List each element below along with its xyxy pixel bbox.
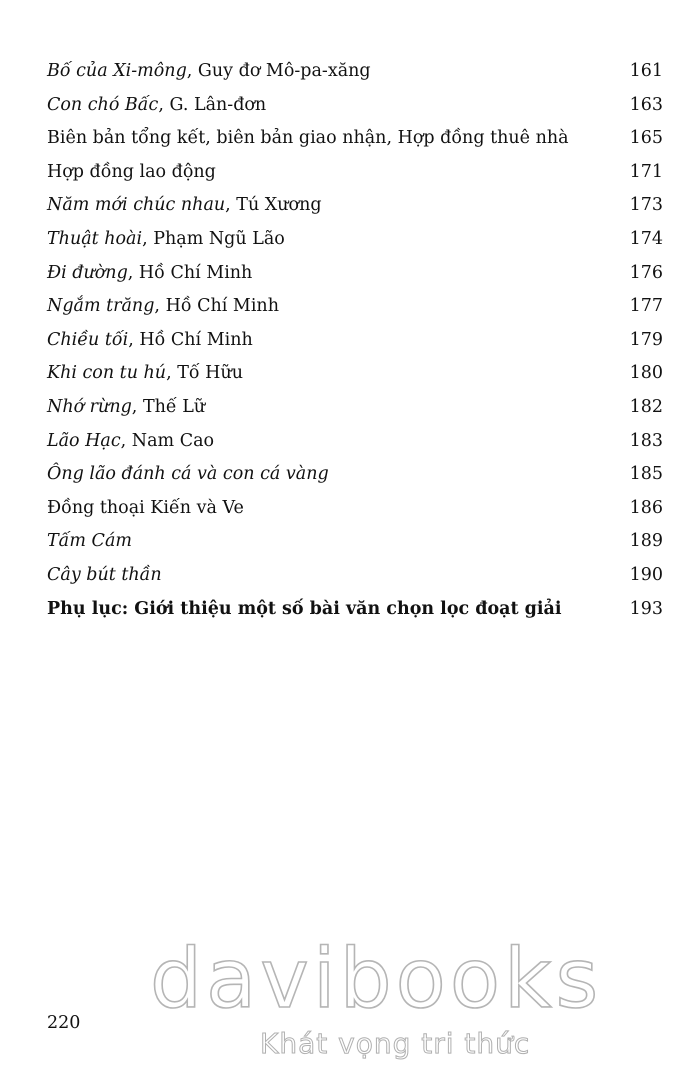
toc-entry-page: 165 <box>629 128 663 149</box>
watermark-brand: davibooks <box>150 932 603 1027</box>
toc-entry <box>47 595 663 629</box>
toc-entry <box>47 225 663 259</box>
watermark-slogan: Khát vọng tri thức <box>260 1027 531 1060</box>
toc-entry-title <box>47 527 132 555</box>
toc-entry-author: Tố Hữu <box>177 363 243 384</box>
toc-entry <box>47 460 663 494</box>
toc-entry-work: Nhớ rừng <box>47 396 132 417</box>
toc-entry-author: Đồng thoại Kiến và Ve <box>47 497 244 518</box>
toc-entry-author: Guy đơ Mô-pa-xăng <box>197 61 371 81</box>
toc-entry <box>47 494 663 528</box>
toc-entry-title <box>47 158 216 186</box>
toc-entry-title <box>47 191 322 219</box>
toc-entry-author: Hồ Chí Minh <box>165 296 279 317</box>
toc-entry-title <box>47 292 279 320</box>
toc-entry-separator: , <box>127 262 139 283</box>
toc-entry-page: 177 <box>629 296 663 317</box>
toc-entry-separator: , <box>158 94 170 115</box>
toc-entry-title <box>47 124 569 152</box>
toc-entry-title <box>47 460 329 488</box>
toc-entry-title <box>47 57 371 85</box>
toc-entry <box>47 259 663 293</box>
toc-entry-work: Lão Hạc <box>47 430 121 451</box>
toc-entry-title <box>47 561 162 589</box>
toc-entry-page: 182 <box>629 396 663 417</box>
toc-entry-separator: , <box>166 363 178 384</box>
toc-entry-separator: , <box>225 195 237 216</box>
toc-entry-page: 180 <box>629 363 663 384</box>
toc-entry-page: 173 <box>629 195 663 216</box>
toc-entry-page: 171 <box>629 161 663 182</box>
toc-entry-page: 183 <box>629 430 663 451</box>
toc-entry-title <box>47 91 266 119</box>
page-number: 220 <box>47 1013 81 1033</box>
toc-entry-title <box>47 494 244 522</box>
toc-entry <box>47 124 663 158</box>
toc-entry-author: Hồ Chí Minh <box>139 329 253 350</box>
toc-entry-page: 193 <box>629 598 663 619</box>
toc-entry-page: 190 <box>629 564 663 585</box>
toc-entry-title <box>47 225 285 253</box>
toc-entry-title <box>47 393 205 421</box>
toc-entry-work: Bố của Xi-mông <box>47 61 187 81</box>
toc-entry-work: Đi đường <box>47 262 128 283</box>
toc-entry <box>47 326 663 360</box>
toc-entry-page: 189 <box>629 531 663 552</box>
toc-entry-page: 185 <box>629 464 663 485</box>
toc-entry-page: 186 <box>629 497 663 518</box>
toc-entry <box>47 191 663 225</box>
toc-entry-work: Chiều tối <box>47 329 129 350</box>
table-of-contents <box>47 57 663 628</box>
toc-entry <box>47 158 663 192</box>
toc-entry-page: 176 <box>629 262 663 283</box>
toc-entry-author: Hồ Chí Minh <box>138 262 253 283</box>
toc-entry-author: Hợp đồng lao động <box>47 161 216 182</box>
toc-entry <box>47 527 663 561</box>
toc-entry <box>47 393 663 427</box>
toc-entry <box>47 359 663 393</box>
toc-entry-work: Ngắm trăng <box>47 296 155 317</box>
toc-entry-page: 161 <box>629 61 663 81</box>
toc-entry-work: Con chó Bấc <box>47 94 159 115</box>
toc-entry-work: Thuật hoài <box>47 228 143 249</box>
toc-entry <box>47 427 663 461</box>
toc-entry-title <box>47 427 214 455</box>
toc-entry-work: Tấm Cám <box>47 531 132 552</box>
toc-entry-separator: , <box>186 61 198 81</box>
toc-entry-work: Cây bút thần <box>47 564 162 585</box>
toc-entry-page: 163 <box>629 94 663 115</box>
toc-entry-author: Tú Xương <box>236 195 322 216</box>
toc-entry-author: Phụ lục: Giới thiệu một số bài văn chọn lọc đoạt giải <box>47 598 562 619</box>
toc-entry <box>47 561 663 595</box>
toc-entry-author: Biên bản tổng kết, biên bản giao nhận, Hợp đồng thuê nhà <box>47 128 569 149</box>
toc-entry-page: 174 <box>629 228 663 249</box>
toc-entry-separator: , <box>131 396 143 417</box>
toc-entry-separator: , <box>154 296 166 317</box>
toc-entry <box>47 91 663 125</box>
toc-entry-author: Thế Lữ <box>142 396 206 417</box>
toc-entry-title <box>47 359 243 387</box>
toc-entry-work: Khi con tu hú <box>47 363 167 384</box>
toc-entry-title <box>47 595 562 623</box>
toc-entry-work: Ông lão đánh cá và con cá vàng <box>47 464 329 485</box>
toc-entry-separator: , <box>142 228 154 249</box>
toc-entry-title <box>47 326 253 354</box>
toc-entry <box>47 292 663 326</box>
toc-entry-author: Phạm Ngũ Lão <box>153 228 285 249</box>
toc-entry-page: 179 <box>629 329 663 350</box>
toc-entry-author: G. Lân-đơn <box>169 94 267 115</box>
toc-entry <box>47 57 663 91</box>
toc-entry-work: Năm mới chúc nhau <box>47 195 226 216</box>
toc-entry-author: Nam Cao <box>131 430 215 451</box>
toc-entry-separator: , <box>128 329 140 350</box>
watermark <box>150 930 603 1070</box>
toc-entry-title <box>47 259 252 287</box>
toc-entry-separator: , <box>120 430 132 451</box>
